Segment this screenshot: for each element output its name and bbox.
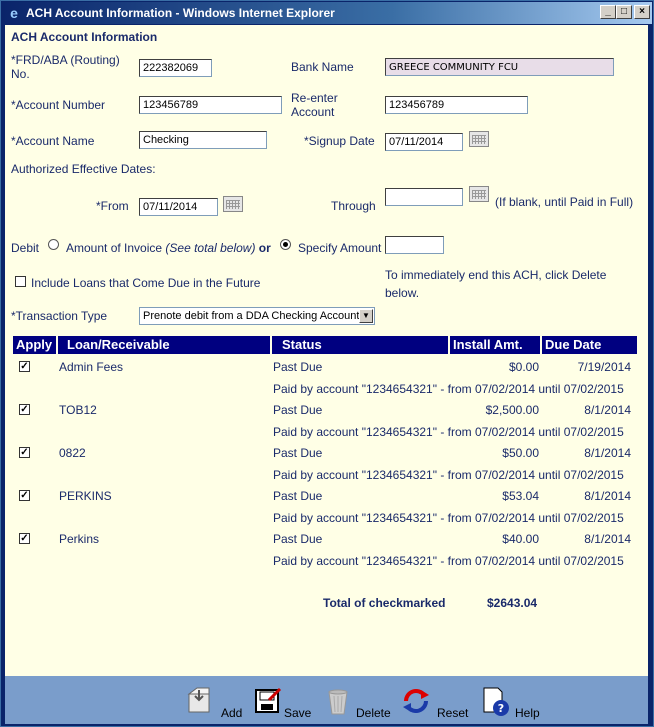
- apply-checkbox[interactable]: ✓: [20, 533, 29, 544]
- from-date-field[interactable]: [139, 198, 218, 216]
- apply-checkbox[interactable]: ✓: [20, 361, 29, 372]
- due-date: 7/19/2014: [577, 360, 631, 374]
- transaction-type-value: Prenote debit from a DDA Checking Account: [143, 310, 360, 322]
- transaction-type-label: *Transaction Type: [11, 309, 108, 323]
- payment-detail: Paid by account "1234654321" - from 07/02/2014 until 07/02/2015: [273, 468, 624, 482]
- transaction-type-select[interactable]: [139, 307, 375, 325]
- header-loan: Loan/Receivable: [58, 336, 270, 354]
- delete-button[interactable]: [323, 686, 395, 720]
- signup-date-label: *Signup Date: [304, 134, 375, 148]
- through-date-field[interactable]: [385, 188, 463, 206]
- loan-name: Admin Fees: [59, 360, 124, 374]
- delete-note: To immediately end this ACH, click Delete below.: [385, 268, 607, 300]
- loan-name: PERKINS: [59, 489, 112, 503]
- total-label: Total of checkmarked: [323, 596, 446, 610]
- reset-icon: [401, 686, 431, 716]
- signup-date-field[interactable]: [385, 133, 463, 151]
- help-icon: [481, 686, 511, 716]
- help-label: Help: [515, 706, 540, 720]
- loan-name: TOB12: [59, 403, 97, 417]
- add-label: Add: [221, 706, 243, 720]
- window-title: ACH Account Information - Windows Internet Explorer: [26, 6, 335, 20]
- header-due-date: Due Date: [542, 336, 637, 354]
- amount-of-invoice-radio[interactable]: [48, 239, 59, 250]
- status: Past Due: [273, 360, 323, 374]
- add-icon: [185, 686, 215, 716]
- amount-of-invoice-label: Amount of Invoice (See total below) or: [66, 241, 271, 255]
- account-name-label: *Account Name: [11, 134, 95, 148]
- install-amount: $50.00: [502, 446, 539, 460]
- apply-checkbox[interactable]: ✓: [20, 447, 29, 458]
- trash-icon: [323, 686, 353, 716]
- include-loans-checkbox[interactable]: [15, 276, 26, 287]
- reset-label: Reset: [437, 706, 469, 720]
- through-note: (If blank, until Paid in Full): [495, 195, 634, 209]
- payment-detail: Paid by account "1234654321" - from 07/02/2014 until 07/02/2015: [273, 382, 624, 396]
- install-amount: $0.00: [508, 360, 539, 374]
- routing-label: *FRD/ABA (Routing) No.: [11, 53, 120, 81]
- account-name-field[interactable]: [139, 131, 267, 149]
- status: Past Due: [273, 403, 323, 417]
- save-button[interactable]: [253, 686, 315, 720]
- status: Past Due: [273, 532, 323, 546]
- calendar-icon[interactable]: [223, 196, 243, 212]
- account-number-field[interactable]: [139, 96, 282, 114]
- header-status: Status: [272, 336, 448, 354]
- minimize-button[interactable]: _: [600, 5, 616, 19]
- bank-name-field: [385, 58, 614, 76]
- reenter-account-field[interactable]: [385, 96, 528, 114]
- save-icon: [253, 686, 283, 716]
- routing-number-field[interactable]: [139, 59, 212, 77]
- debit-label: Debit: [11, 241, 40, 255]
- svg-text:?: ?: [497, 702, 505, 715]
- apply-checkbox[interactable]: ✓: [20, 404, 29, 415]
- table-header: [13, 336, 637, 354]
- reset-button[interactable]: [401, 686, 469, 720]
- save-label: Save: [284, 706, 312, 720]
- install-amount: $40.00: [502, 532, 539, 546]
- authorized-dates-label: Authorized Effective Dates:: [11, 162, 156, 176]
- help-button[interactable]: [481, 686, 545, 720]
- specify-amount-label: Specify Amount: [298, 241, 382, 255]
- close-button[interactable]: ×: [634, 5, 650, 19]
- chevron-down-icon[interactable]: ▼: [359, 309, 373, 323]
- bank-name-label: Bank Name: [291, 60, 354, 74]
- due-date: 8/1/2014: [584, 403, 631, 417]
- title-bar: [2, 2, 652, 24]
- internet-explorer-icon: e: [10, 5, 18, 21]
- specify-amount-field[interactable]: [385, 236, 444, 254]
- from-label: *From: [96, 199, 129, 213]
- delete-label: Delete: [356, 706, 391, 720]
- payment-detail: Paid by account "1234654321" - from 07/02/2014 until 07/02/2015: [273, 425, 624, 439]
- maximize-button[interactable]: □: [616, 5, 632, 19]
- due-date: 8/1/2014: [584, 446, 631, 460]
- page-content: [5, 25, 648, 724]
- header-amount: Install Amt.: [450, 336, 540, 354]
- install-amount: $53.04: [502, 489, 539, 503]
- apply-checkbox[interactable]: ✓: [20, 490, 29, 501]
- through-label: Through: [331, 199, 376, 213]
- loan-name: Perkins: [59, 532, 100, 546]
- status: Past Due: [273, 489, 323, 503]
- loan-name: 0822: [59, 446, 86, 460]
- account-number-label: *Account Number: [11, 98, 106, 112]
- status: Past Due: [273, 446, 323, 460]
- header-apply: Apply: [13, 336, 56, 354]
- add-button[interactable]: [185, 686, 245, 720]
- due-date: 8/1/2014: [584, 532, 631, 546]
- due-date: 8/1/2014: [584, 489, 631, 503]
- specify-amount-radio[interactable]: [280, 239, 291, 250]
- install-amount: $2,500.00: [485, 403, 539, 417]
- calendar-icon[interactable]: [469, 131, 489, 147]
- section-title: ACH Account Information: [11, 30, 158, 44]
- reenter-account-label: Re-enter Account: [291, 91, 338, 119]
- footer-toolbar: [5, 676, 648, 724]
- payment-detail: Paid by account "1234654321" - from 07/02/2014 until 07/02/2015: [273, 511, 624, 525]
- calendar-icon[interactable]: [469, 186, 489, 202]
- include-loans-label: Include Loans that Come Due in the Future: [31, 276, 261, 290]
- total-value: $2643.04: [487, 596, 538, 610]
- payment-detail: Paid by account "1234654321" - from 07/02/2014 until 07/02/2015: [273, 554, 624, 568]
